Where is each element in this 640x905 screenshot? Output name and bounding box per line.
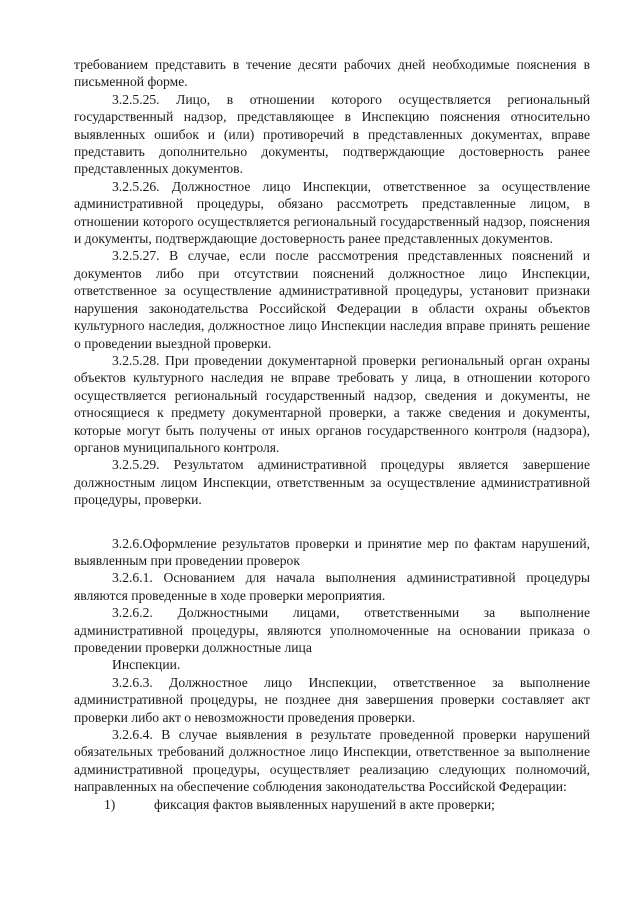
paragraph-inspection: Инспекции.: [112, 657, 181, 673]
paragraph-3-2-5-27: 3.2.5.27. В случае, если после рассмотрения представленных пояснений и документов либо при отсутствии пояснений должностное лицо Инспекции, ответственное за осуществление административной процедуры, установит признаки нарушения законодательства Российской Федерации в области охраны объектов культурного наследия, должностное лицо Инспекции наследия вправе принять решение о проведении выездной проверки.: [74, 248, 590, 351]
paragraph-3-2-5-25: 3.2.5.25. Лицо, в отношении которого осуществляется региональный государственный надзор, представляющее в Инспекцию пояснения относительно выявленных ошибок и (или) противоречий в представленных документах, вправе представить дополнительно документы, подтверждающие достоверность ранее представленных документов.: [74, 91, 590, 177]
paragraph-3-2-6-1: 3.2.6.1. Основанием для начала выполнения административной процедуры являются проведенные в ходе проверки мероприятия.: [74, 570, 590, 603]
paragraph-3-2-6-3: 3.2.6.3. Должностное лицо Инспекции, ответственное за выполнение административной процедуры, не позднее дня завершения проверки составляет акт проверки либо акт о невозможности проведения проверки.: [74, 674, 590, 725]
paragraph-3-2-5-29: 3.2.5.29. Результатом административной процедуры является завершение должностным лицом Инспекции, ответственным за осуществление административной процедуры, проверки.: [74, 457, 590, 508]
list-item-text: фиксация фактов выявленных нарушений в акте проверки;: [154, 796, 495, 812]
paragraph-3-2-5-28: 3.2.5.28. При проведении документарной проверки региональный орган охраны объектов культурного наследия не вправе требовать у лица, в отношении которого осуществляется региональный государственный надзор, сведения и документы, не относящиеся к предмету документарной проверки, а также сведения и документы, которые могут быть получены от иных органов государственного контроля (надзора), органов муниципального контроля.: [74, 352, 590, 455]
paragraph-3-2-6-2: 3.2.6.2. Должностными лицами, ответственными за выполнение административной процедуры, являются уполномоченные на основании приказа о проведении проверки должностные лица: [74, 605, 590, 655]
section-gap: [74, 509, 590, 535]
paragraph-3-2-5-26: 3.2.5.26. Должностное лицо Инспекции, ответственное за осуществление административной процедуры, обязано рассмотреть представленные лицом, в отношении которого осуществляется региональный государственный надзор, пояснения и документы, подтверждающие достоверность ранее представленных документов.: [74, 178, 590, 247]
paragraph-3-2-6-4: 3.2.6.4. В случае выявления в результате проведенной проверки нарушений обязательных требований должностное лицо Инспекции, ответственное за выполнение административной процедуры, осуществляет реализацию следующих полномочий, направленных на обеспечение соблюдения законодательства Российской Федерации:: [74, 727, 590, 795]
list-item: [74, 796, 590, 813]
document-page: [74, 56, 590, 813]
paragraph-continuation: требованием представить в течение десяти рабочих дней необходимые пояснения в письменной форме.: [74, 57, 590, 90]
section-heading-3-2-6: 3.2.6.Оформление результатов проверки и принятие мер по фактам нарушений, выявленным при проведении проверок: [74, 535, 590, 568]
list-item-number: 1): [104, 796, 116, 812]
